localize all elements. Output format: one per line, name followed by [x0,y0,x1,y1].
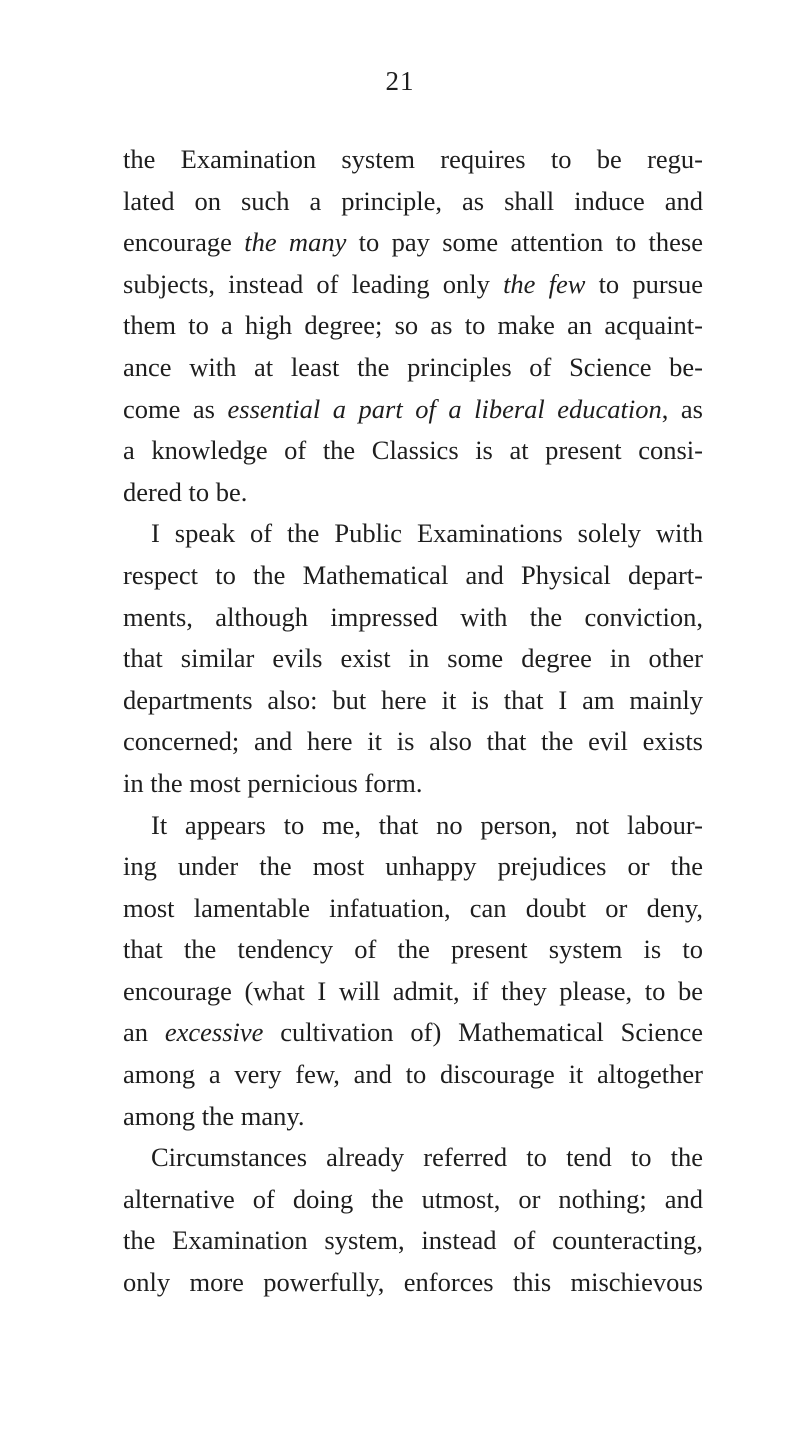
emphasis-span: the many [244,227,347,258]
text-span: the Examination system, instead of counteracting, [123,1225,703,1256]
text-line [123,472,703,514]
text-line [123,1137,703,1179]
text-span: ments, although impressed with the conviction, [123,601,703,632]
text-span: respect to the Mathematical and Physical depart- [123,559,703,590]
text-span: cultivation of) Mathematical Science [263,1017,704,1048]
text-span: ing under the most unhappy prejudices or the [123,851,703,882]
text-line [123,555,703,597]
text-line [123,638,703,680]
text-span: an [123,1017,165,1048]
text-line [123,1054,703,1096]
text-line [123,929,703,971]
text-line [123,347,703,389]
text-span: in the most pernicious form. [123,767,423,798]
text-line [123,971,703,1013]
text-span: It appears to me, that no person, not labour- [151,809,703,840]
text-span: a knowledge of the Classics is at present consi- [123,435,703,466]
text-span: come as [123,393,228,424]
text-line [123,222,703,264]
text-line [123,846,703,888]
text-span: them to a high degree; so as to make an acquaint- [123,310,703,341]
text-span: to pay some attention to these [346,227,703,258]
text-line [123,513,703,555]
text-span: that similar evils exist in some degree in other [123,643,703,674]
text-line [123,1262,703,1304]
text-span: departments also: but here it is that I am mainly [123,684,703,715]
text-line [123,1096,703,1138]
text-span: the Examination system requires to be regu- [123,144,703,174]
text-span: lated on such a principle, as shall induce and [123,185,703,216]
text-line [123,305,703,347]
text-span: to pursue [585,268,703,299]
text-line [123,1179,703,1221]
text-line [123,597,703,639]
text-line [123,805,703,847]
text-span: concerned; and here it is also that the evil exists [123,726,703,757]
emphasis-span: essential a part of a liberal education [227,393,662,424]
emphasis-span: the few [503,268,586,299]
text-line [123,264,703,306]
text-span: most lamentable infatuation, can doubt or deny, [123,892,703,923]
text-span: subjects, instead of leading only [123,268,504,299]
text-line [123,888,703,930]
text-line [123,1220,703,1262]
text-span: encourage (what I will admit, if they please, to be [123,975,703,1006]
text-span: among a very few, and to discourage it altogether [123,1059,703,1090]
text-line [123,181,703,223]
text-line [123,1012,703,1054]
text-line [123,139,703,181]
text-span: alternative of doing the utmost, or nothing; and [123,1183,703,1214]
text-line [123,389,703,431]
text-span: I speak of the Public Examinations solely with [151,518,703,549]
text-line [123,430,703,472]
text-span: , as [661,393,703,424]
text-span: ance with at least the principles of Science be- [123,351,703,382]
emphasis-span: excessive [164,1017,264,1048]
text-span: only more powerfully, enforces this mischievous [123,1267,703,1298]
text-span: dered to be. [123,476,248,507]
text-span: encourage [123,227,245,258]
text-span: Circumstances already referred to tend to the [151,1142,703,1173]
text-span: that the tendency of the present system is to [123,934,703,965]
text-line [123,680,703,722]
text-span: among the many. [123,1100,305,1131]
text-line [123,763,703,805]
text-line [123,721,703,763]
page-number: 21 [385,66,415,96]
body-text [123,139,703,1304]
